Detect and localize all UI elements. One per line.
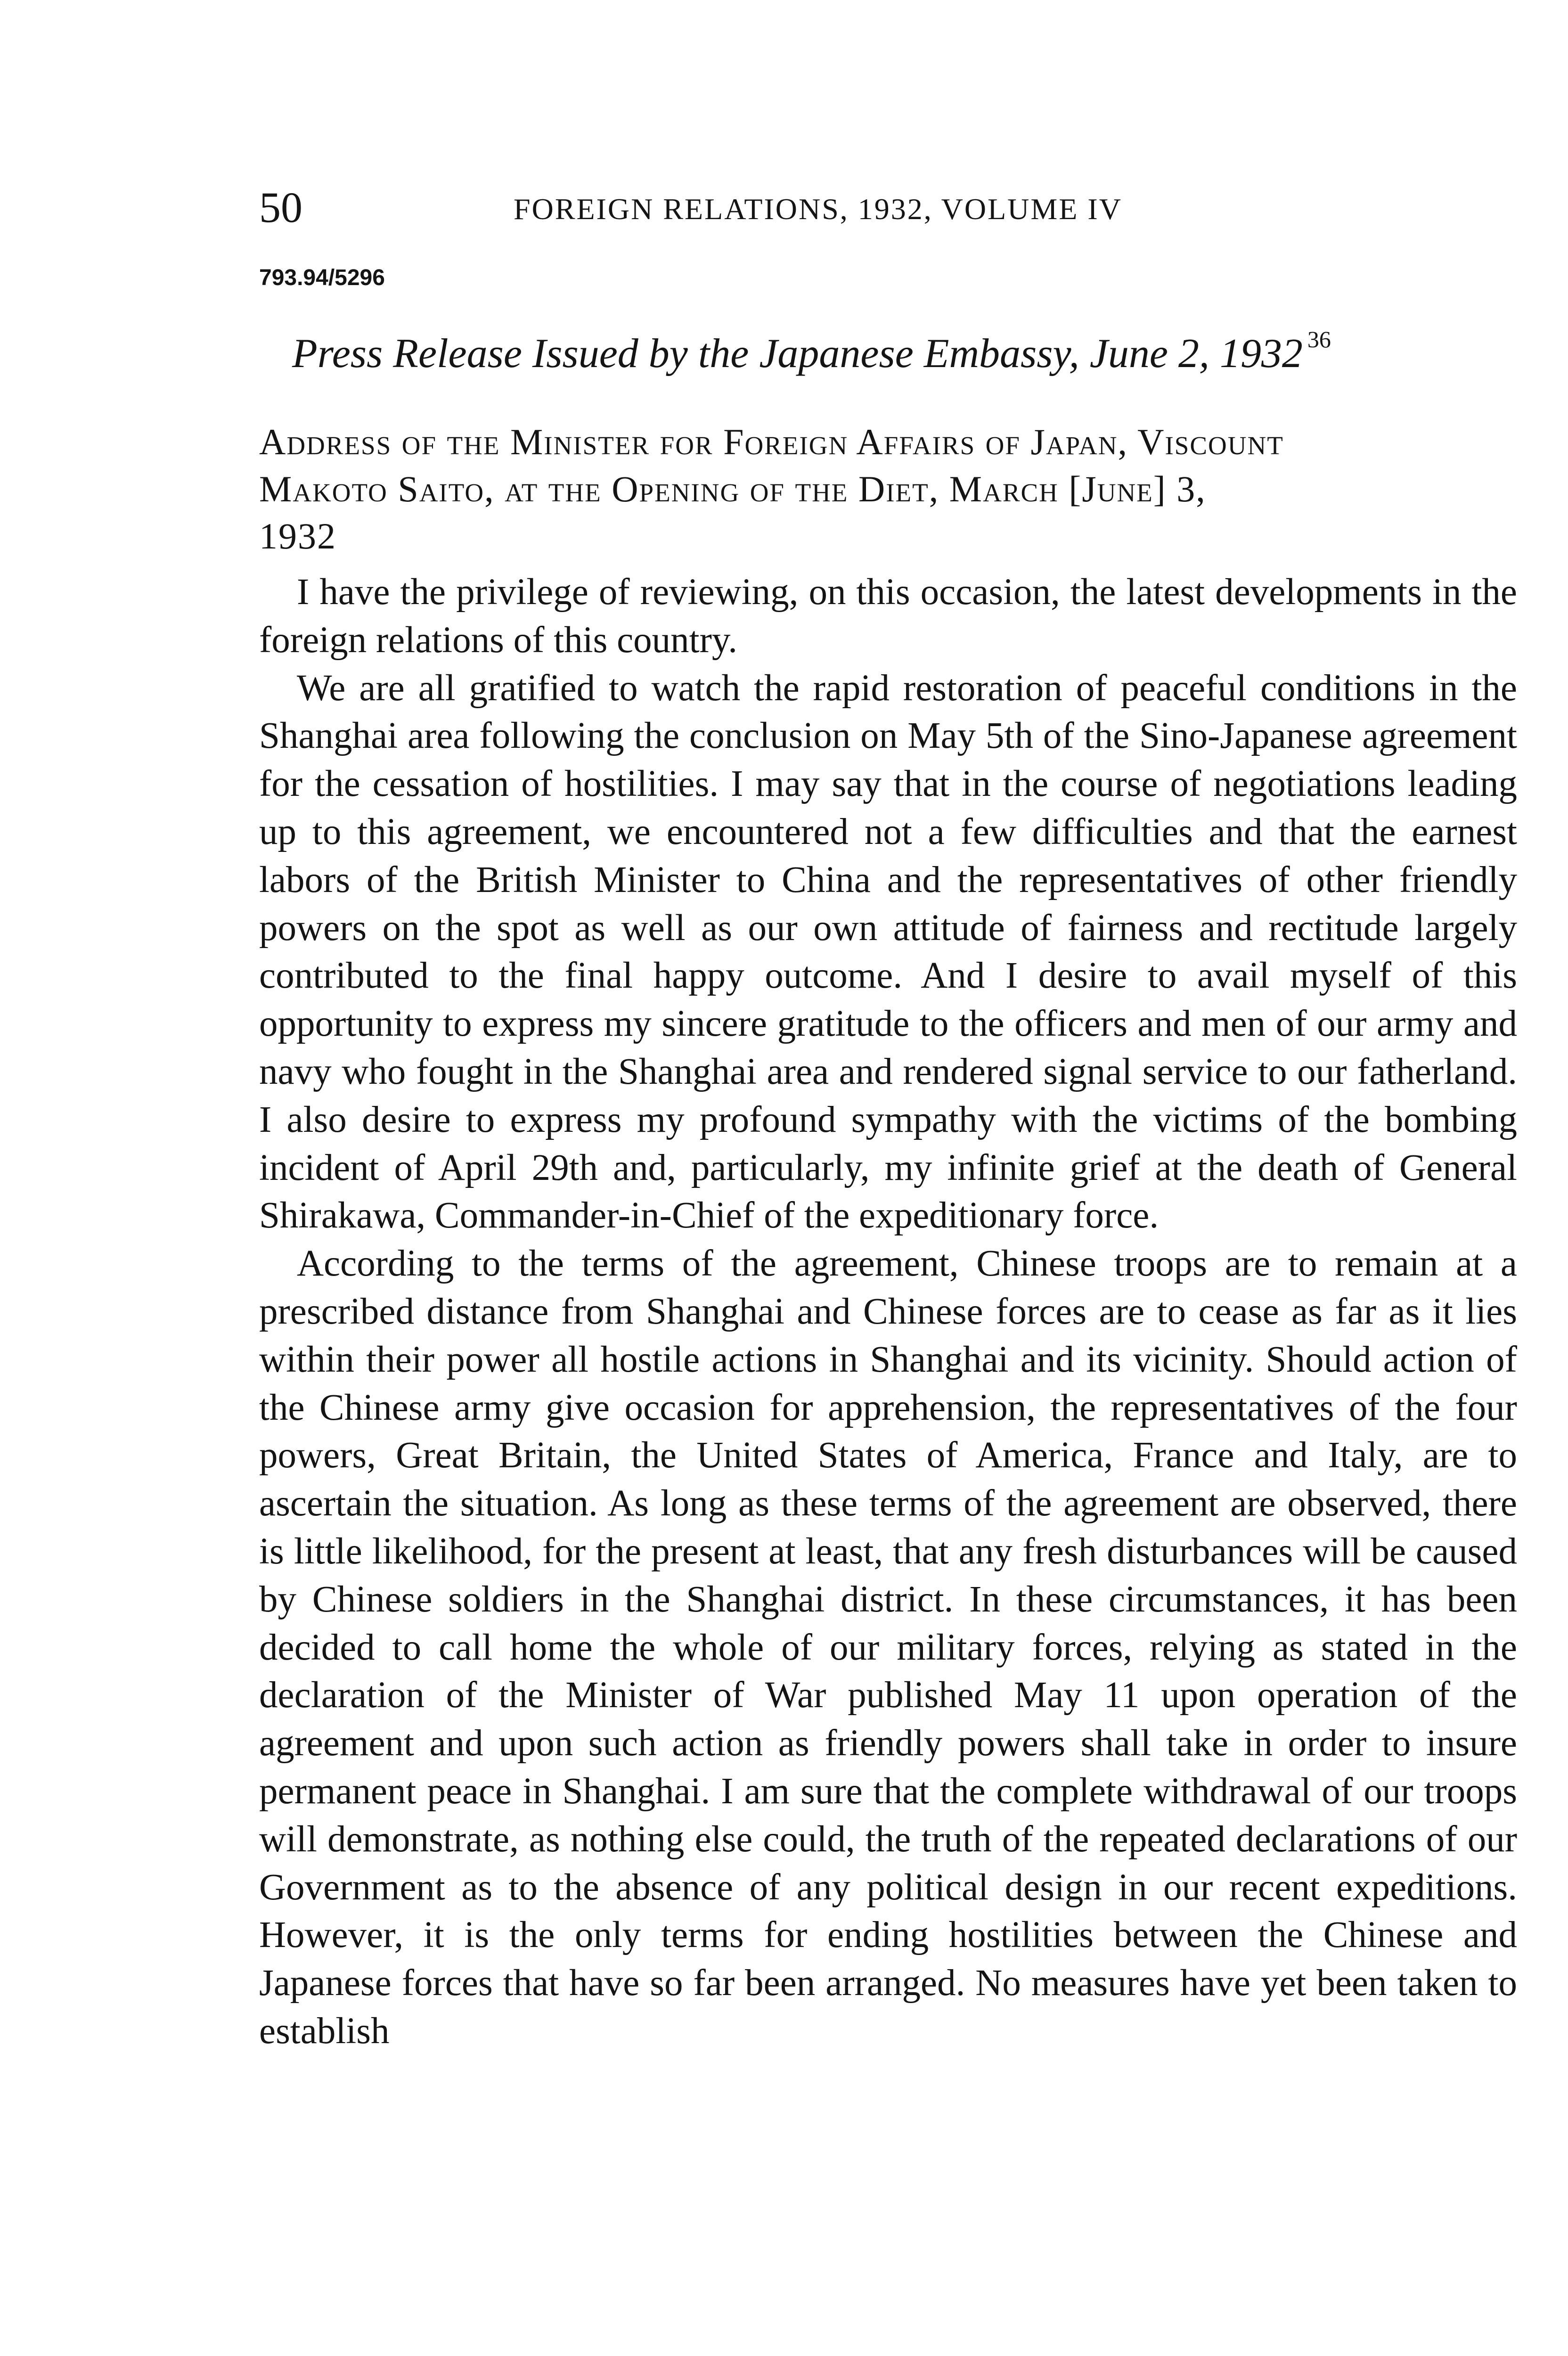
document-title-text: Press Release Issued by the Japanese Embassy, June 2, 1932: [292, 331, 1303, 376]
body-text: [259, 568, 1517, 2055]
running-header: [259, 181, 1517, 247]
paragraph: We are all gratified to watch the rapid restoration of peaceful conditions in the Shanghai area following the conclusion on May 5th of the Sino-Japanese agreement for the cessation of hostilities. I may say that in the course of negotiations leading up to this agreement, we encountered not a few difficulties and that the earnest labors of the British Minister to China and the representatives of other friendly powers on the spot as well as our own attitude of fairness and rectitude largely contributed to the final happy outcome. And I desire to avail myself of this opportunity to express my sincere gratitude to the officers and men of our army and navy who fought in the Shanghai area and rendered signal service to our fatherland. I also desire to express my profound sympathy with the victims of the bombing incident of April 29th and, particularly, my infinite grief at the death of General Shirakawa, Commander-in-Chief of the expeditionary force.: [259, 667, 1517, 1236]
address-line: 1932: [259, 515, 336, 556]
running-title: FOREIGN RELATIONS, 1932, VOLUME IV: [514, 192, 1122, 226]
file-number: 793.94/5296: [259, 265, 385, 290]
address-line: Address of the Minister for Foreign Affairs of Japan, Viscount: [259, 421, 1284, 462]
document-title: [292, 311, 1331, 382]
paragraph: According to the terms of the agreement, Chinese troops are to remain at a prescribed distance from Shanghai and Chinese forces are to cease as far as it lies within their power all hostile actions in Shanghai and its vicinity. Should action of the Chinese army give occasion for apprehension, the representatives of the four powers, Great Britain, the United States of America, France and Italy, are to ascertain the situation. As long as these terms of the agreement are observed, there is little likelihood, for the present at least, that any fresh disturbances will be caused by Chinese soldiers in the Shanghai district. In these circumstances, it has been decided to call home the whole of our military forces, relying as stated in the declaration of the Minister of War published May 11 upon operation of the agreement and upon such action as friendly powers shall take in order to insure permanent peace in Shanghai. I am sure that the complete withdrawal of our troops will demonstrate, as nothing else could, the truth of the repeated declarations of our Government as to the absence of any political design in our recent expeditions. However, it is the only terms for ending hostilities between the Chinese and Japanese forces that have so far been arranged. No measures have yet been taken to establish: [259, 1243, 1517, 2052]
address-heading: [259, 418, 1517, 560]
address-line: Makoto Saito, at the Opening of the Diet, March [June] 3,: [259, 468, 1206, 509]
paragraph: I have the privilege of reviewing, on this occasion, the latest developments in the foreign relations of this country.: [259, 572, 1517, 661]
title-footnote-ref: 36: [1307, 326, 1331, 352]
page-number: 50: [259, 183, 302, 231]
